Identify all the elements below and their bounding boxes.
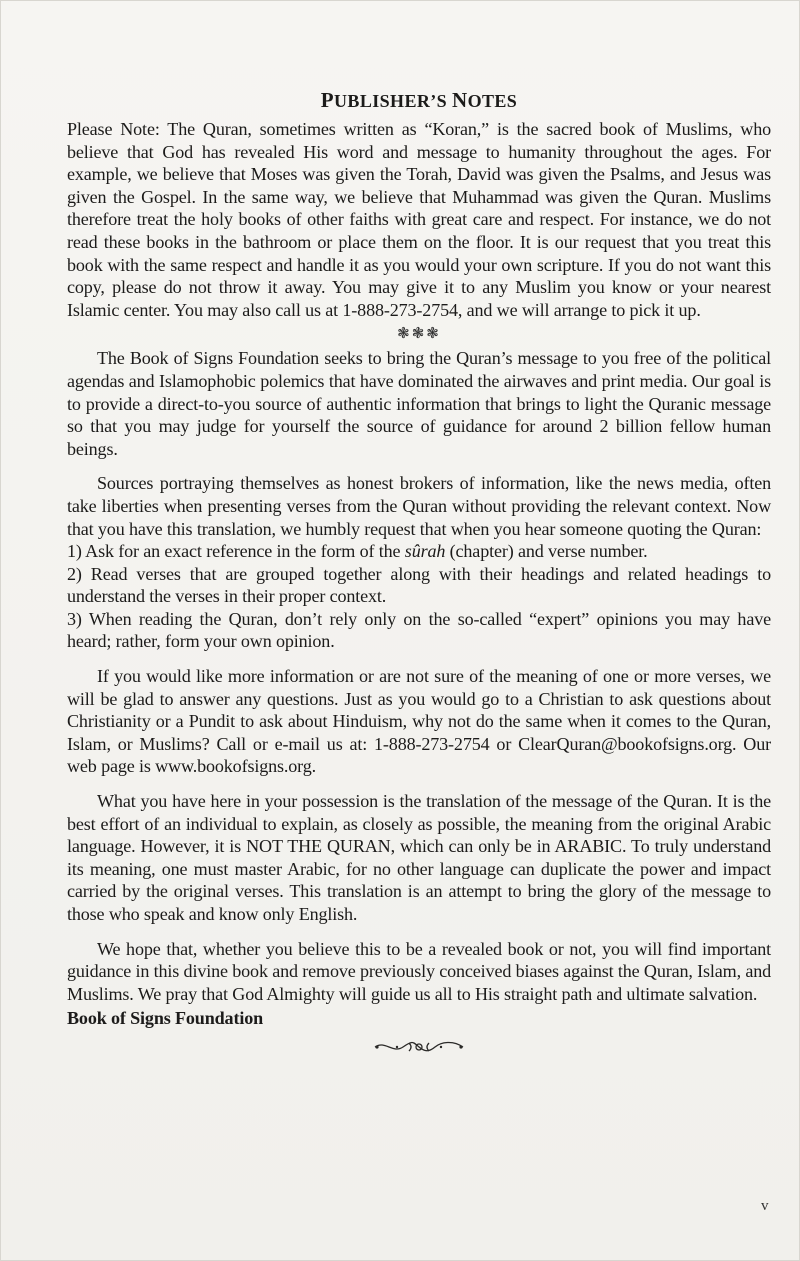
- page-number: v: [761, 1198, 769, 1214]
- list-item: 3) When reading the Quran, don’t rely only on the so-called “expert” opinions you may have heard; rather, form your own opinion.: [67, 608, 771, 652]
- page-title: PUBLISHER’S NOTES: [320, 88, 518, 112]
- list-item: 1) Ask for an exact reference in the form of the sûrah (chapter) and verse number.: [67, 541, 648, 562]
- paragraph-note: Please Note: The Quran, sometimes written as “Koran,” is the sacred book of Muslims, who believe that God has revealed His word and message to humanity throughout the ages. For example, we believe that Moses was given the Torah, David was given the Psalms, and Jesus was given the Gospel. In the same way, we believe that Muhammad was given the Quran. Muslims therefore treat the holy books of other faiths with great care and respect. For instance, we do not read these books in the bathroom or place them on the floor. It is our request that you treat this book with the same respect and handle it as you would your own scripture. If you do not want this copy, please do not throw it away. You may give it to any Muslim you know or your nearest Islamic center. You may also call us at 1-888-273-2754, and we will arrange to pick it up.: [67, 119, 771, 320]
- paragraph-sources: Sources portraying themselves as honest brokers of information, like the news media, often take liberties when presenting verses from the Quran without providing the relevant context. Now that you have this translation, we humbly request that when you hear someone quoting the Quran:: [67, 473, 771, 539]
- page-content: [67, 87, 771, 1058]
- paragraph-translation: What you have here in your possession is the translation of the message of the Quran. It is the best effort of an individual to explain, as closely as possible, the meaning from the original Arabic language. However, it is NOT THE QURAN, which can only be in ARABIC. To truly understand its meaning, one must master Arabic, for no other language can duplicate the power and impact carried by the original verses. This translation is an attempt to bring the glory of the message to those who speak and know only English.: [67, 791, 771, 924]
- paragraph-hope: We hope that, whether you believe this to be a revealed book or not, you will find important guidance in this divine book and remove previously conceived biases against the Quran, Islam, and Muslims. We pray that God Almighty will guide us all to His straight path and ultimate salvation.: [67, 938, 771, 1004]
- list-item: 2) Read verses that are grouped together along with their headings and related headings to understand the verses in their proper context.: [67, 563, 771, 607]
- paragraph-contact: If you would like more information or are not sure of the meaning of one or more verses, we will be glad to answer any questions. Just as you would go to a Christian to ask questions about Christianity or a Pundit to ask about Hinduism, why not do the same when it comes to the Quran, Islam, or Muslims? Call or e-mail us at: 1-888-273-2754 or ClearQuran@bookofsigns.org. Our web page is www.bookofsigns.org.: [67, 666, 771, 777]
- signature: Book of Signs Foundation: [67, 1008, 264, 1029]
- flourish-ornament-icon: [67, 1038, 771, 1058]
- section-separator: ❃❃❃: [397, 326, 441, 343]
- paragraph-foundation: The Book of Signs Foundation seeks to bring the Quran’s message to you free of the political agendas and Islamophobic polemics that have dominated the airwaves and print media. Our goal is to provide a direct-to-you source of authentic information that brings to light the Quranic message so that you may judge for yourself the source of guidance for around 2 billion fellow human beings.: [67, 348, 771, 459]
